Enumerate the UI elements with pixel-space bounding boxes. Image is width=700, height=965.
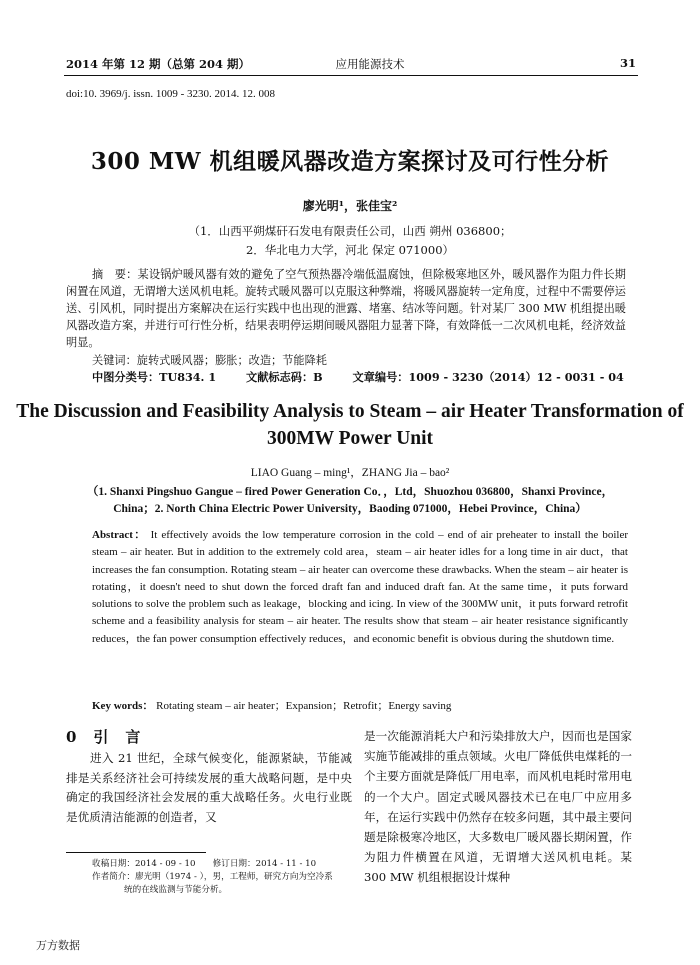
body-right-column: 是一次能源消耗大户和污染排放大户，因而也是国家实施节能减排的重点领域。火电厂降低供电煤耗的一个主要方面就是降低厂用电率，而风机电耗时常用电的一个大户。固定式暖风器技术已在电厂中应用多年，在运行实践中仍然存在较多问题，其中最主要问题是除极寒冷地区，大多数电厂暖风器长期闲置，作为阻力件横置在风道，无谓增大送风机电耗。某 300 MW 机组根据设计煤种 xyxy=(364,729,632,885)
abstract-chinese: 摘 要：某设锅炉暖风器有效的避免了空气预热器冷端低温腐蚀，但除极寒地区外，暖风器作为阻力件长期闲置在风道，无谓增大送风机电耗。旋转式暖风器可以克服这种弊端，将暖风器旋转一定角度，过程中不需要停运送、引风机，同时提出方案解决在运行实践中也出现的泄露、堵塞、结冰等问题。针对某厂 300 MW 机组提出暖风器改造方案，并进行可行性分析，结果表明停运期间暖风器阻力显著下降，有效降低一二次风机电耗，经济效益明显。 xyxy=(66,268,626,349)
journal-name: 应用能源技术 xyxy=(335,57,405,71)
body-left-column: 进入 21 世纪，全球气候变化，能源紧缺，节能减排是关系经济社会可持续发展的重大战略问题，是中央确定的我国经济社会发展的重大战略任务。火电行业既是优质清洁能源的创造者，又 xyxy=(66,751,352,824)
footnote-received: 收稿日期：2014 - 09 - 10 修订日期：2014 - 11 - 10 xyxy=(92,859,317,869)
keywords-english xyxy=(92,697,451,713)
classification-line xyxy=(92,369,650,385)
journal-issue: 2014 年第 12 期（总第 204 期） xyxy=(66,57,251,71)
affiliation-chinese-1: （1．山西平朔煤矸石发电有限责任公司，山西 朔州 036800； xyxy=(188,224,512,238)
header-rule xyxy=(64,75,638,76)
footnote xyxy=(92,858,350,897)
clc-number: 中图分类号：TU834. 1 xyxy=(92,370,217,384)
keywords-english-label: Key words： xyxy=(92,700,154,712)
abstract-english-body: It effectively avoids the low temperature corrosion in the cold – end of air preheater to install the boiler steam – air heater. But in addition to the extremely cold area，steam – air heater idles for a long time in air duct，that increases the fan consumption. Rotating steam – air heater can overcome these drawbacks. When the steam – air heater is rotating，it doesn't need to shut down the forced draft fan and induced draft fan. At the same time，it puts forward solutions to solve the problem such as leakage，blocking and icing. In view of the 300MW unit，it puts forward retrofit scheme and a feasibility analysis for steam – air heater. The results show that steam – air heater resistance significantly reduces，the fan power consumption effectively reduces，and economic benefit is obvious during the shutdown time. xyxy=(92,529,629,645)
keywords-chinese: 关键词：旋转式暖风器；膨胀；改造；节能降耗 xyxy=(92,354,327,367)
authors-chinese: 廖光明¹，张佳宝² xyxy=(302,199,398,213)
title-english: The Discussion and Feasibility Analysis to Steam – air Heater Transformation of 300MW Power Unit xyxy=(16,401,684,449)
authors-english: LIAO Guang – ming¹，ZHANG Jia – bao² xyxy=(250,467,450,479)
article-number: 文章编号：1009 - 3230（2014）12 - 0031 - 04 xyxy=(352,370,624,384)
abstract-english-label: Abstract： xyxy=(92,529,147,541)
page-number: 31 xyxy=(619,56,636,70)
footnote-rule xyxy=(66,852,206,853)
document-code: 文献标志码：B xyxy=(246,370,323,384)
affiliation-english: （1. Shanxi Pingshuo Gangue – fired Power Generation Co．，Ltd，Shuozhou 036800，Shanxi Province，China；2. North China Electric Power University，Baoding 071000，Hebei Province，China） xyxy=(86,486,614,515)
footnote-author-bio: 作者简介：廖光明（1974 - ），男，工程师，研究方向为空冷系 xyxy=(92,872,333,882)
section-heading-introduction: 0 引 言 xyxy=(66,728,142,746)
title-chinese: 300 MW 机组暖风器改造方案探讨及可行性分析 xyxy=(90,148,610,175)
abstract-english xyxy=(92,527,628,648)
watermark: 万方数据 xyxy=(36,939,80,952)
footnote-author-bio-cont: 统的在线监测与节能分析。 xyxy=(124,885,228,895)
affiliation-chinese-2: 2．华北电力大学，河北 保定 071000） xyxy=(245,243,455,257)
doi: doi:10. 3969/j. issn. 1009 - 3230. 2014. 12. 008 xyxy=(66,88,276,100)
keywords-english-body: Rotating steam – air heater；Expansion；Retrofit；Energy saving xyxy=(156,700,452,712)
